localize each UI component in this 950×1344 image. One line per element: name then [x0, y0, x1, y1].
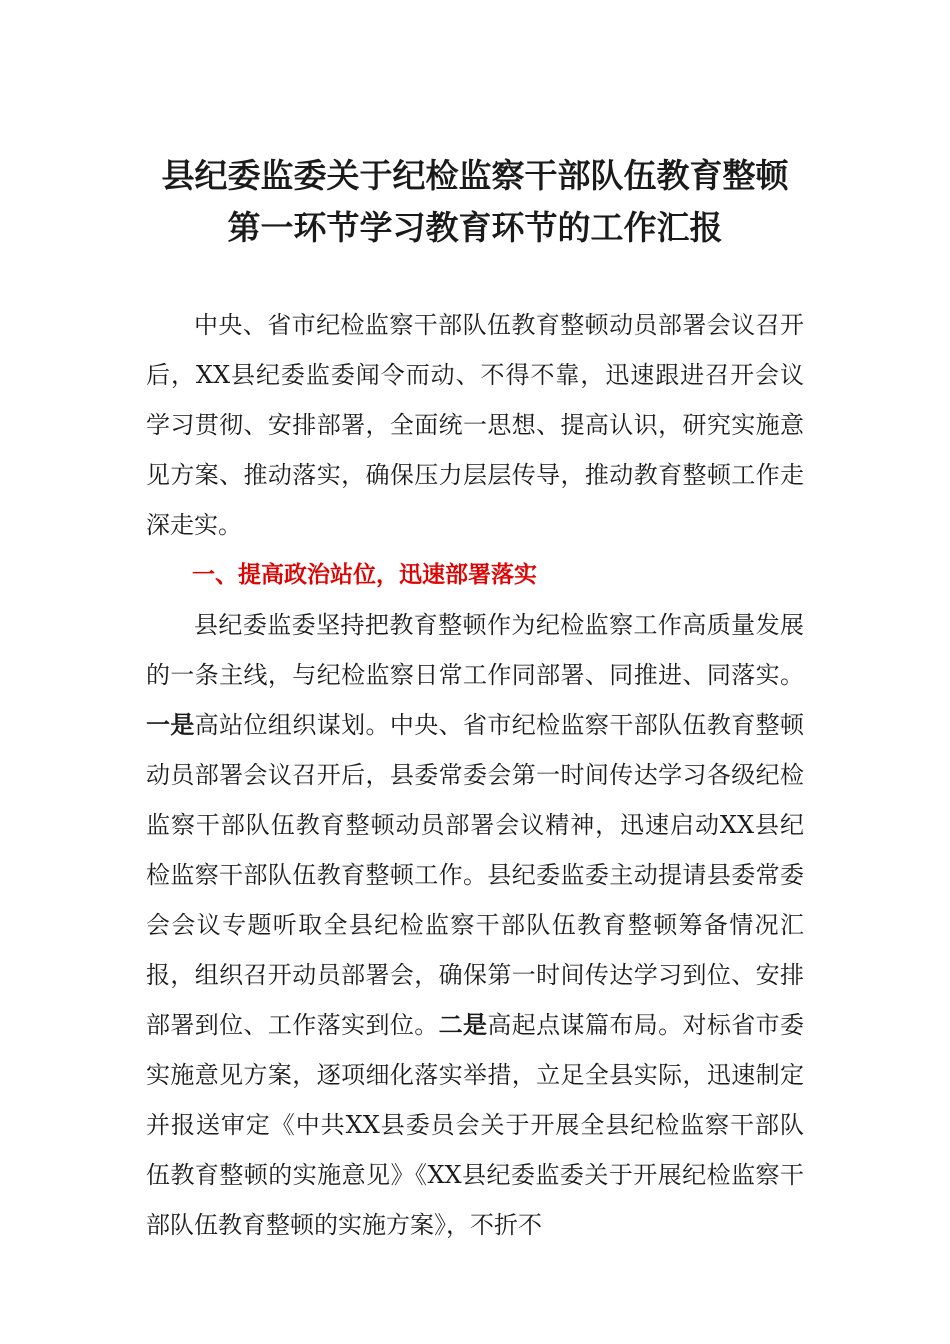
point-2-text: 高起点谋篇布局。对标省市委实施意见方案，逐项细化落实举措，立足全县实际，迅速制定并报送审定《中共XX县委员会关于开展全县纪检监察干部队伍教育整顿的实施意见》《XX县纪委监委关于开展纪检监察干部队伍教育整顿的实施方案》，不折不: [146, 1011, 805, 1239]
point-1-label: 一是: [146, 711, 195, 739]
paragraph-intro: 中央、省市纪检监察干部队伍教育整顿动员部署会议召开后，XX县纪委监委闻令而动、不得不靠，迅速跟进召开会议学习贯彻、安排部署，全面统一思想、提高认识，研究实施意见方案、推动落实，确保压力层层传导，推动教育整顿工作走深走实。: [146, 311, 804, 539]
section-heading-1: 一、提高政治站位，迅速部署落实: [192, 562, 537, 588]
title-line-2: 第一环节学习教育环节的工作汇报: [227, 208, 723, 247]
document-body: [146, 300, 804, 1250]
paragraph-section-1: [146, 600, 804, 1250]
document-title: [146, 150, 804, 254]
document-content: [146, 150, 804, 1250]
point-1-text: 高站位组织谋划。中央、省市纪检监察干部队伍教育整顿动员部署会议召开后，县委常委会第一时间传达学习各级纪检监察干部队伍教育整顿动员部署会议精神，迅速启动XX县纪检监察干部队伍教育整顿工作。县纪委监委主动提请县委常委会会议专题听取全县纪检监察干部队伍教育整顿筹备情况汇报，组织召开动员部署会，确保第一时间传达学习到位、安排部署到位、工作落实到位。: [146, 711, 805, 1039]
section-1-intro: 县纪委监委坚持把教育整顿作为纪检监察工作高质量发展的一条主线，与纪检监察日常工作同部署、同推进、同落实。: [146, 611, 804, 689]
title-line-1: 县纪委监委关于纪检监察干部队伍教育整顿: [161, 156, 789, 195]
point-2-label: 二是: [438, 1011, 488, 1039]
